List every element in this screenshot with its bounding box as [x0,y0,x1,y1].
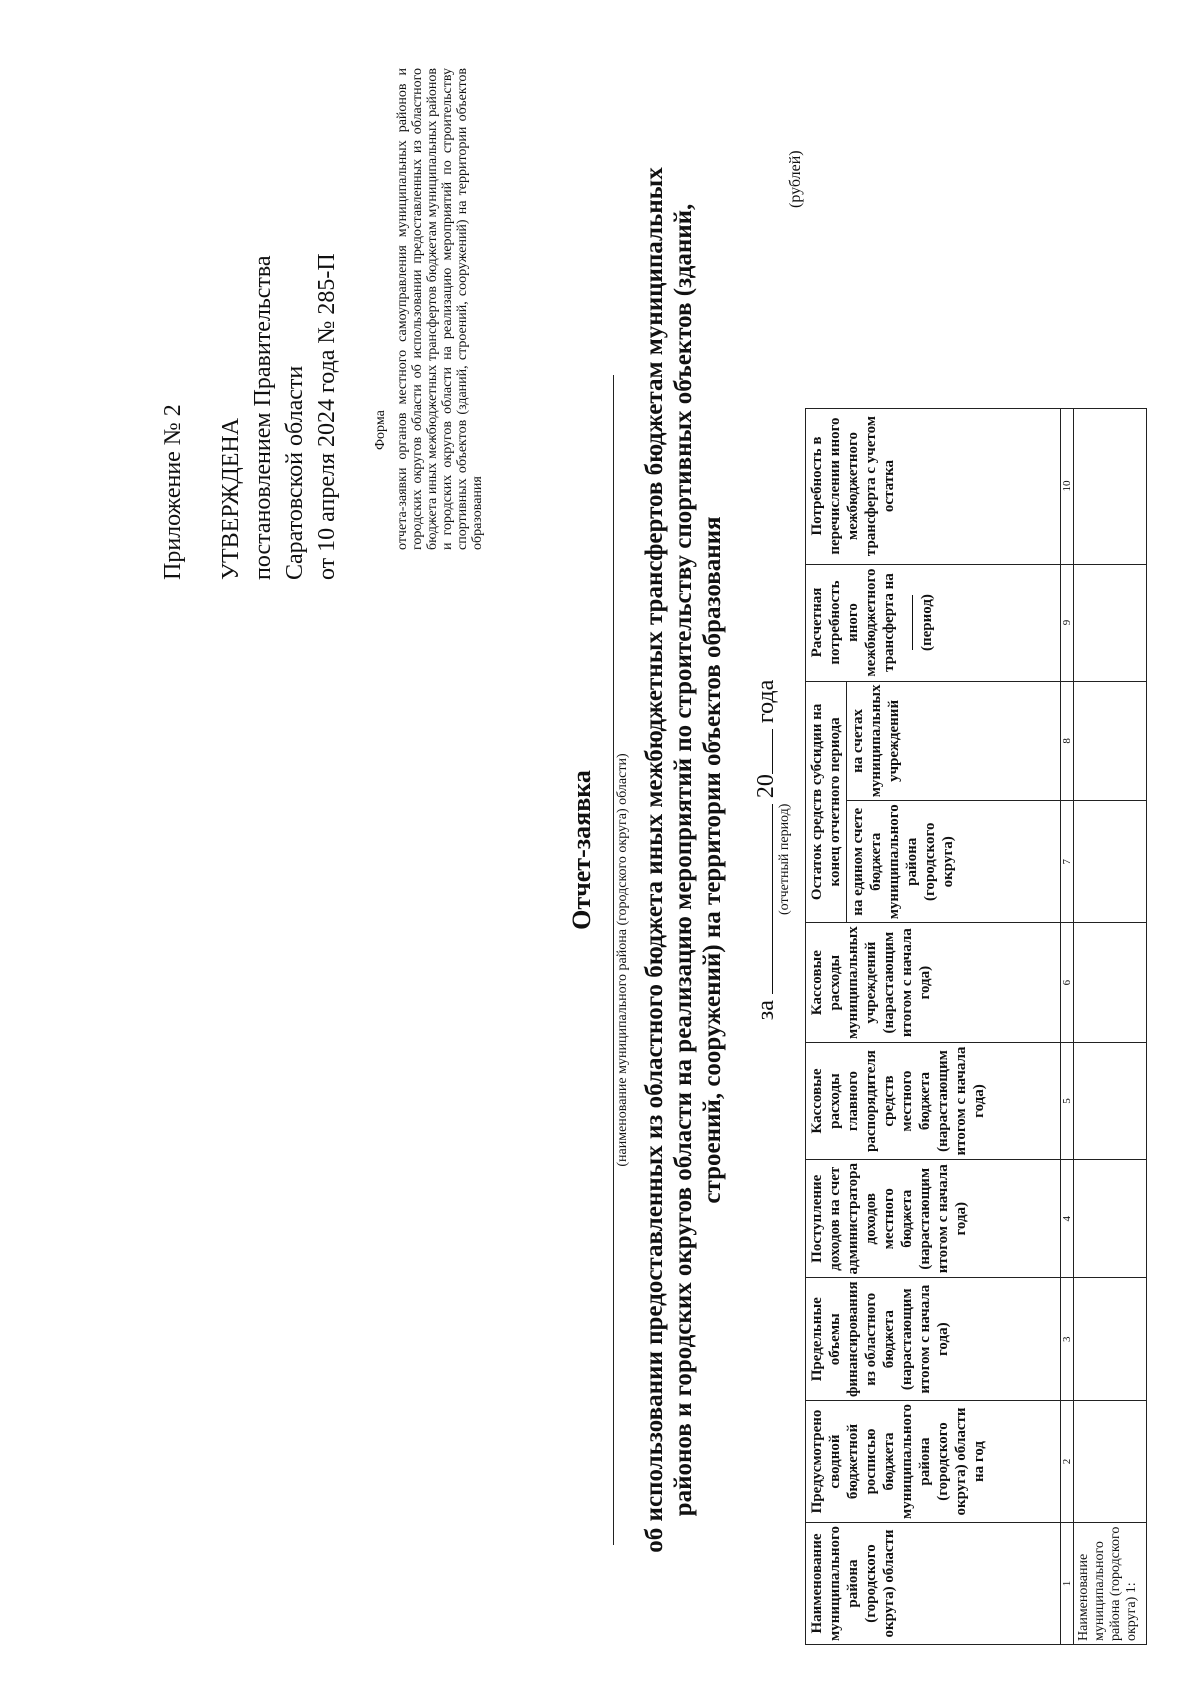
header-col-5: Кассовые расходы главного распорядителя средств местного бюджета (нарастающим итогом с начала года) [806,1043,1061,1160]
header-col-2: Предусмотрено сводной бюджетной росписью бюджета муниципального района (городского округа) области на год [806,1401,1061,1523]
period-blank [750,804,773,994]
period-year: 20 [753,774,779,799]
column-number: 3 [1061,1278,1074,1401]
table-cell [1074,1043,1147,1160]
table-cell [1074,681,1147,801]
header-col-9-period: (период) [919,594,935,651]
report-table [805,408,1147,1645]
column-number: 7 [1061,801,1074,923]
table-cell [1074,801,1147,923]
header-col-8: на счетах муниципальных учреждений [847,681,1061,801]
period-caption: (отчетный период) [777,803,792,915]
header-group-remainder: Остаток средств субсидии на конец отчетного периода [806,681,847,923]
approval-block [215,253,343,580]
header-col-7: на едином счете бюджета муниципального района (городского округа) [847,801,1061,923]
column-number: 2 [1061,1401,1074,1523]
period-suffix: года [753,679,779,724]
table-cell [1074,923,1147,1043]
header-col-9 [806,564,1061,681]
reporting-period-line [750,55,780,1645]
header-col-9-text: Расчетная потребность иного межбюджетного трансферта на [809,568,897,677]
header-col-1: Наименование муниципального района (городского округа) области [806,1523,1061,1645]
column-number: 4 [1061,1160,1074,1278]
approval-line: Саратовской области [282,365,308,580]
header-col-4: Поступление доходов на счет администратора доходов местного бюджета (нарастающим итогом с начала года) [806,1160,1061,1278]
form-label: Форма [373,410,388,450]
row-label: Наименование муниципального района (городского округа) 1: [1074,1523,1147,1645]
appendix-number: Приложение № 2 [160,404,186,580]
header-col-3: Предельные объемы финансирования из областного бюджета (нарастающим итогом с начала года) [806,1278,1061,1401]
region-caption: (наименование муниципального района (городского округа) области) [615,753,630,1167]
column-number: 5 [1061,1043,1074,1160]
form-description: отчета-заявки органов местного самоуправления муниципальных районов и городских округов области об использовании предоставленных из областного бюджета иных межбюджетных трансфертов бюджетам муниципальных районов и городских округов области на реализацию мероприятий по строительству спортивных объектов (зданий, строений, сооружений) на территории объектов образования [395,68,485,550]
table-cell [1074,564,1147,681]
year-blank [750,729,773,774]
approval-line: от 10 апреля 2024 года № 285-П [314,253,340,580]
table-cell [1074,408,1147,564]
period-prefix: за [753,1000,779,1021]
units-label: (рублей) [787,150,804,208]
column-number: 6 [1061,923,1074,1043]
approval-title: УТВЕРЖДЕНА [218,417,244,580]
table-cell [1074,1278,1147,1401]
report-title: Отчет-заявка [567,770,596,930]
report-subject: об использовании предоставленных из областного бюджета иных межбюджетных трансфертов бюджетам муниципальных районов и городских округов области на реализацию мероприятий по строительству спортивных объектов (зданий, строений, сооружений) на территории объектов образования [641,167,726,1553]
column-number: 10 [1061,408,1074,564]
approval-line: постановлением Правительства [250,255,276,580]
document-sheet [65,55,1139,1645]
column-number: 9 [1061,564,1074,681]
header-col-10: Потребность в перечислении иного межбюджетного трансферта с учетом остатка [806,408,1061,564]
table-cell [1074,1401,1147,1523]
column-number: 1 [1061,1523,1074,1645]
header-col-6: Кассовые расходы муниципальных учреждений (нарастающим итогом с начала года) [806,923,1061,1043]
region-underline [613,375,614,1545]
table-cell [1074,1160,1147,1278]
column-number: 8 [1061,681,1074,801]
header-col-9-blank [898,595,913,650]
